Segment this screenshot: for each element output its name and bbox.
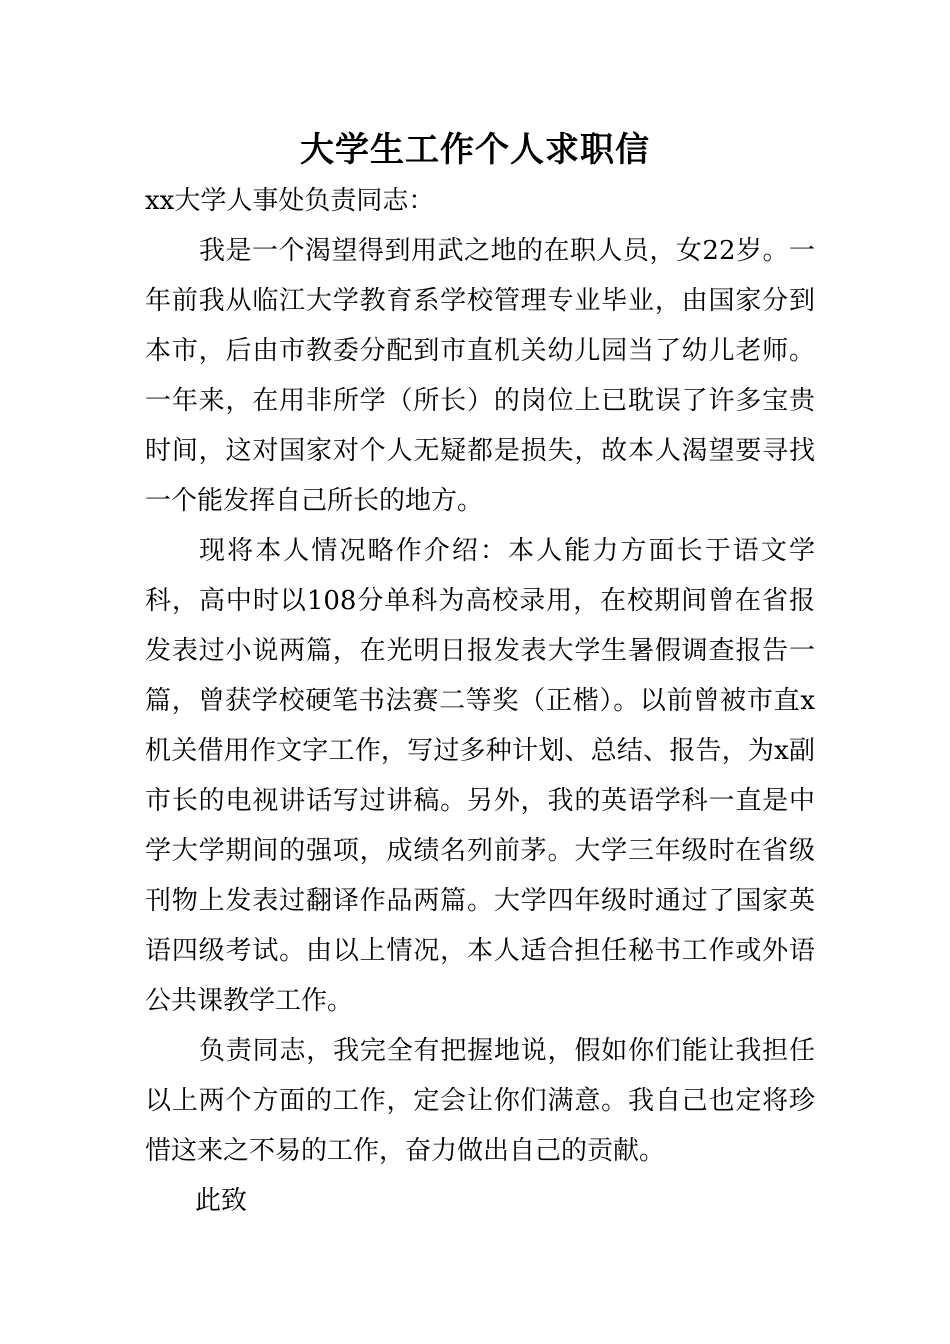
closing-phrase: 此致 — [195, 1186, 248, 1216]
salutation: xx大学人事处负责同志： — [145, 186, 435, 216]
paragraph-commitment: 负责同志，我完全有把握地说，假如你们能让我担任以上两个方面的工作，定会让你们满意。我自己也定将珍惜这来之不易的工作，奋力做出自己的贡献。 — [145, 1036, 815, 1166]
paragraph-qualifications: 现将本人情况略作介绍：本人能力方面长于语文学科，高中时以108分单科为高校录用，在校期间曾在省报发表过小说两篇，在光明日报发表大学生暑假调查报告一篇，曾获学校硬笔书法赛二等奖（正楷）。以前曾被市直x机关借用作文字工作，写过多种计划、总结、报告，为x副市长的电视讲话写过讲稿。另外，我的英语学科一直是中学大学期间的强项，成绩名列前茅。大学三年级时在省级刊物上发表过翻译作品两篇。大学四年级时通过了国家英语四级考试。由以上情况，本人适合担任秘书工作或外语公共课教学工作。 — [145, 536, 815, 1016]
document-title: 大学生工作个人求职信 — [300, 130, 650, 170]
paragraph-intro: 我是一个渴望得到用武之地的在职人员，女22岁。一年前我从临江大学教育系学校管理专业毕业，由国家分到本市，后由市教委分配到市直机关幼儿园当了幼儿老师。一年来，在用非所学（所长）的岗位上已耽误了许多宝贵时间，这对国家对个人无疑都是损失，故本人渴望要寻找一个能发挥自己所长的地方。 — [145, 236, 815, 516]
